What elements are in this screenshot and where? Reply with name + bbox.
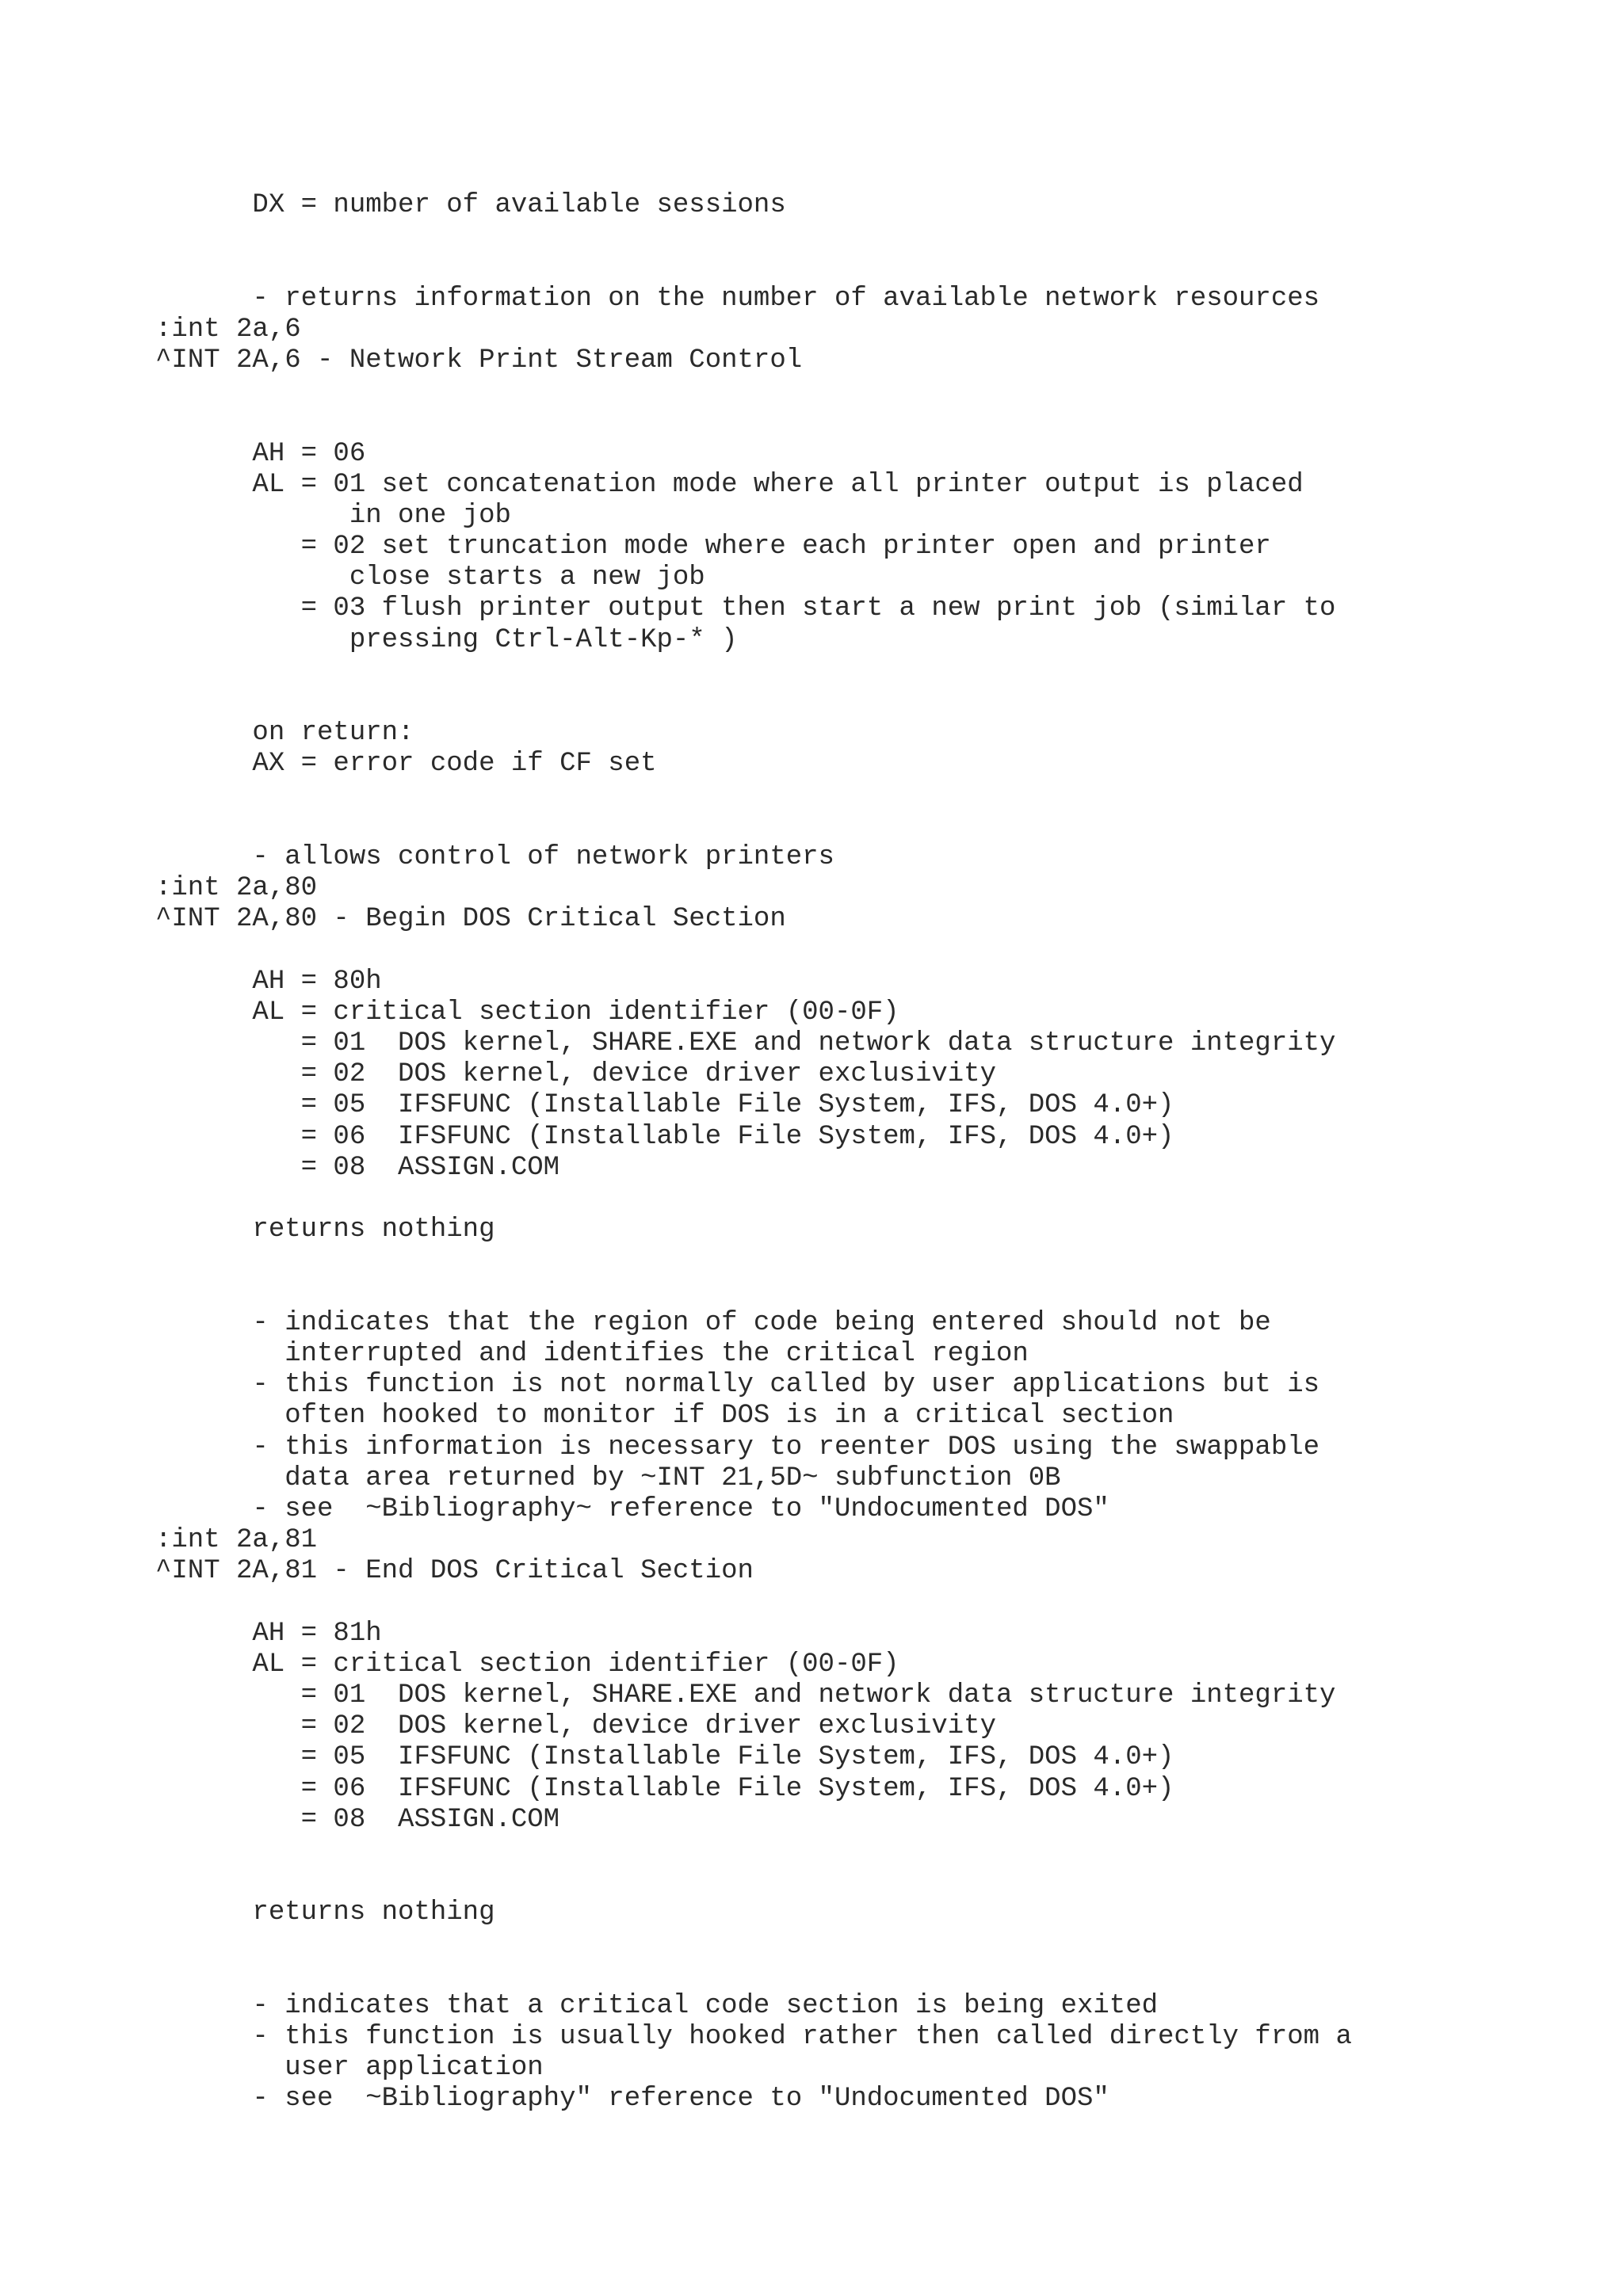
doc-line: AX = error code if CF set [155, 749, 657, 780]
doc-line: in one job [155, 500, 511, 531]
section-heading: ^INT 2A,80 - Begin DOS Critical Section [155, 904, 786, 935]
doc-line: AH = 80h [155, 966, 382, 997]
section-anchor: :int 2a,80 [155, 873, 318, 904]
doc-line: AH = 06 [155, 438, 366, 469]
doc-line [155, 1836, 1352, 1867]
doc-line: - indicates that the region of code being entered should not be [155, 1307, 1271, 1338]
doc-line: pressing Ctrl-Alt-Kp-* ) [155, 624, 738, 655]
doc-line: = 08 ASSIGN.COM [155, 1152, 560, 1183]
doc-line: AH = 81h [155, 1618, 382, 1649]
doc-line: on return: [155, 718, 414, 749]
doc-line: = 05 IFSFUNC (Installable File System, IFS, DOS 4.0+) [155, 1742, 1174, 1773]
doc-line [155, 687, 1352, 718]
doc-line: - indicates that a critical code section is being exited [155, 1990, 1159, 2021]
doc-line: - allows control of network printers [155, 841, 834, 872]
doc-line [155, 936, 1352, 967]
doc-line: AL = critical section identifier (00-0F) [155, 997, 899, 1028]
doc-line: = 08 ASSIGN.COM [155, 1804, 560, 1835]
doc-line: = 02 DOS kernel, device driver exclusivity [155, 1711, 996, 1742]
document-text [155, 190, 1352, 2115]
doc-line: - this function is usually hooked rather then called directly from a [155, 2022, 1352, 2053]
doc-line [155, 1867, 1352, 1897]
doc-line: close starts a new job [155, 563, 705, 593]
section-anchor: :int 2a,6 [155, 314, 301, 345]
doc-line: = 06 IFSFUNC (Installable File System, IFS, DOS 4.0+) [155, 1773, 1174, 1804]
doc-line [155, 811, 1352, 842]
doc-line: - returns information on the number of available network resources [155, 283, 1320, 314]
doc-line: DX = number of available sessions [155, 190, 786, 220]
doc-line [155, 1184, 1352, 1215]
doc-line: returns nothing [155, 1897, 495, 1928]
doc-line: often hooked to monitor if DOS is in a critical section [155, 1401, 1174, 1432]
doc-line [155, 221, 1352, 252]
doc-line [155, 1277, 1352, 1308]
section-heading: ^INT 2A,6 - Network Print Stream Control [155, 345, 803, 376]
doc-line [155, 252, 1352, 283]
doc-line [155, 656, 1352, 687]
section-heading: ^INT 2A,81 - End DOS Critical Section [155, 1556, 754, 1587]
doc-line [155, 1245, 1352, 1276]
doc-line [155, 1960, 1352, 1991]
doc-line: - this function is not normally called by user applications but is [155, 1370, 1320, 1401]
doc-line: = 05 IFSFUNC (Installable File System, IFS, DOS 4.0+) [155, 1090, 1174, 1121]
doc-line [155, 407, 1352, 438]
doc-line: AL = 01 set concatenation mode where all printer output is placed [155, 469, 1304, 500]
doc-line [155, 780, 1352, 811]
doc-line [155, 1587, 1352, 1618]
doc-line [155, 1929, 1352, 1960]
doc-line: - see ~Bibliography~ reference to "Undocumented DOS" [155, 1493, 1109, 1524]
doc-line: = 01 DOS kernel, SHARE.EXE and network data structure integrity [155, 1680, 1336, 1711]
doc-line: AL = critical section identifier (00-0F) [155, 1649, 899, 1680]
doc-line: = 06 IFSFUNC (Installable File System, IFS, DOS 4.0+) [155, 1121, 1174, 1152]
doc-line: = 02 set truncation mode where each printer open and printer [155, 532, 1271, 563]
doc-line [155, 376, 1352, 407]
doc-line: = 01 DOS kernel, SHARE.EXE and network data structure integrity [155, 1028, 1336, 1059]
doc-line: user application [155, 2053, 544, 2084]
doc-line: - this information is necessary to reenter DOS using the swappable [155, 1432, 1320, 1463]
doc-line: interrupted and identifies the critical region [155, 1338, 1029, 1369]
doc-line: - see ~Bibliography" reference to "Undocumented DOS" [155, 2084, 1109, 2115]
doc-line: = 03 flush printer output then start a new print job (similar to [155, 593, 1336, 624]
doc-line: = 02 DOS kernel, device driver exclusivity [155, 1059, 996, 1090]
doc-line: returns nothing [155, 1215, 495, 1245]
doc-line: data area returned by ~INT 21,5D~ subfunction 0B [155, 1463, 1061, 1493]
section-anchor: :int 2a,81 [155, 1525, 318, 1556]
